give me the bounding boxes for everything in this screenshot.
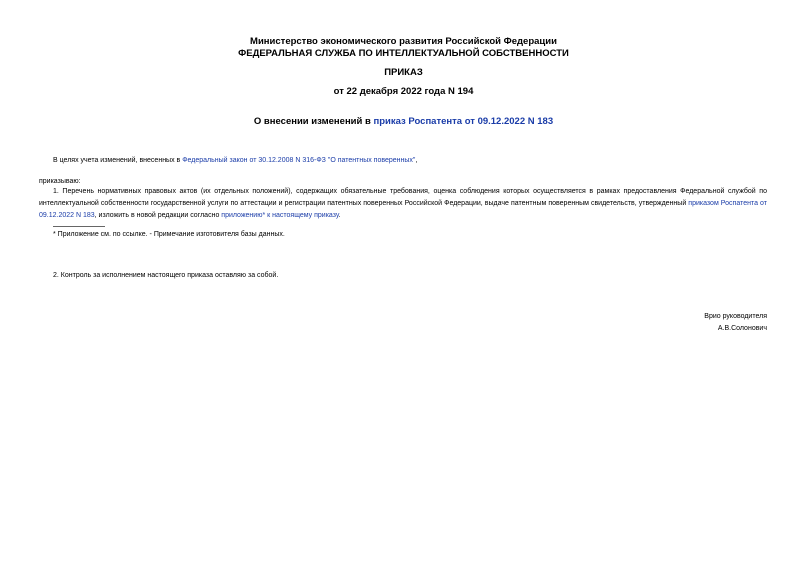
item-1-link-appendix[interactable]: приложению* к настоящему приказу: [221, 212, 339, 219]
title-prefix: О внесении изменений в: [253, 116, 374, 127]
service-name: ФЕДЕРАЛЬНАЯ СЛУЖБА ПО ИНТЕЛЛЕКТУАЛЬНОЙ СОБСТВЕННОСТИ: [238, 48, 569, 59]
item-1-middle: , изложить в новой редакции согласно: [94, 212, 222, 219]
order-word: приказываю:: [39, 178, 81, 185]
preamble-prefix: В целях учета изменений, внесенных в: [53, 157, 183, 164]
item-1-end: .: [338, 212, 341, 219]
preamble: [53, 155, 417, 166]
item-1-link-order-183[interactable]: приказом Роспатента от 09.12.2022 N 183: [39, 200, 767, 219]
title-link-order-183[interactable]: приказ Роспатента от 09.12.2022 N 183: [373, 116, 554, 127]
signature-name: А.В.Солонович: [717, 325, 767, 332]
document-type: ПРИКАЗ: [384, 67, 423, 78]
ministry-name: Министерство экономического развития Российской Федерации: [250, 36, 557, 47]
preamble-link-federal-law[interactable]: Федеральный закон от 30.12.2008 N 316-ФЗ "О патентных поверенных": [182, 157, 416, 164]
footnote: * Приложение см. по ссылке. - Примечание изготовителя базы данных.: [53, 231, 285, 238]
footnote-divider: [53, 226, 105, 227]
item-1-text: 1. Перечень нормативных правовых актов (их отдельных положений), содержащих обязательные требования, оценка соблюдения которых осуществляется в рамках предоставления Федеральной службой по интеллектуальной собственности государственной услуги по аттестации и регистрации патентных поверенных Российской Федерации, выдаче патентным поверенным свидетельств, утвержденный: [39, 188, 767, 207]
preamble-suffix: ,: [415, 157, 418, 164]
signature-position: Врио руководителя: [704, 313, 767, 320]
document-date-number: от 22 декабря 2022 года N 194: [333, 86, 474, 97]
item-1-paragraph: [39, 186, 767, 222]
item-2-paragraph: 2. Контроль за исполнением настоящего приказа оставляю за собой.: [53, 272, 279, 279]
document-title: [0, 116, 807, 128]
